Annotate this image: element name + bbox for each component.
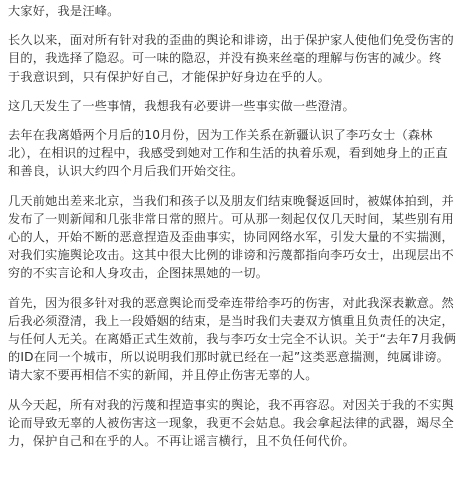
text-line: 几天前她出差来北京，当我们和孩子以及朋友们结束晚餐返回时，被媒体拍到，并 <box>8 193 454 208</box>
text-line: 与任何人无关。在离婚正式生效前，我与李巧女士完全不认识。关于“去年7月我俩 <box>8 332 457 347</box>
text-line: 首先，因为很多针对我的恶意舆论而受牵连带给李巧的伤害，对此我深表歉意。然 <box>8 295 454 310</box>
text-line: 长久以来，面对所有针对我的歪曲的舆论和诽谤，出于保护家人使他们免受伤害的 <box>8 33 454 48</box>
text-line: 发布了一则新闻和几张非常日常的照片。可从那一刻起仅仅几天时间，某些别有用 <box>8 211 454 226</box>
text-line: 和善良，认识大约四个月后我们开始交往。 <box>8 164 244 179</box>
paragraph-resolution <box>8 396 470 451</box>
text-line: 于我意识到，只有保护好自己，才能保护好身边在乎的人。 <box>8 69 331 84</box>
text-line: 大家好，我是汪峰。 <box>8 4 120 18</box>
paragraph-background <box>8 31 470 86</box>
text-line: 去年在我离婚两个月后的10月份，因为工作关系在新疆认识了李巧女士（森林 <box>8 128 433 143</box>
text-line: 穷的不实言论和人身攻击，企图抹黑她的一切。 <box>8 266 269 281</box>
paragraph-incident <box>8 192 470 283</box>
paragraph-greeting <box>8 2 470 20</box>
paragraph-relationship <box>8 126 470 181</box>
paragraph-clarification <box>8 294 470 385</box>
text-line: 请大家不要再相信不实的新闻，并且停止伤害无辜的人。 <box>8 368 318 383</box>
text-line: 后我必须澄清，我上一段婚姻的结束，是当时我们夫妻双方慎重且负责任的决定， <box>8 313 454 328</box>
text-line: 的ID在同一个城市，所以说明我们那时就已经在一起”这类恶意揣测，纯属诽谤。 <box>8 350 450 365</box>
text-line: 北），在相识的过程中，我感受到她对工作和生活的执着乐观，看到她身上的正直 <box>8 146 448 161</box>
text-line: 心的人，开始不断的恶意捏造及歪曲事实，协同网络水军，引发大量的不实揣测， <box>8 230 454 245</box>
statement-document <box>8 0 470 450</box>
text-line: 论而导致无辜的人被伤害这一现象，我更不会姑息。我会拿起法律的武器，竭尽全 <box>8 415 454 430</box>
text-line: 对我们实施舆论攻击。这其中很大比例的诽谤和污蔑都指向李巧女士，出现层出不 <box>8 248 454 263</box>
text-line: 目的，我选择了隐忍。可一味的隐忍，并没有换来丝毫的理解与伤害的减少。终 <box>8 51 442 66</box>
text-line: 这几天发生了一些事情，我想我有必要讲一些事实做一些澄清。 <box>8 98 355 113</box>
paragraph-intro <box>8 97 470 115</box>
text-line: 从今天起，所有对我的污蔑和捏造事实的舆论，我不再容忍。对因关于我的不实舆 <box>8 397 454 412</box>
text-line: 力，保护自己和在乎的人。不再让谣言横行，且不负任何代价。 <box>8 434 355 449</box>
